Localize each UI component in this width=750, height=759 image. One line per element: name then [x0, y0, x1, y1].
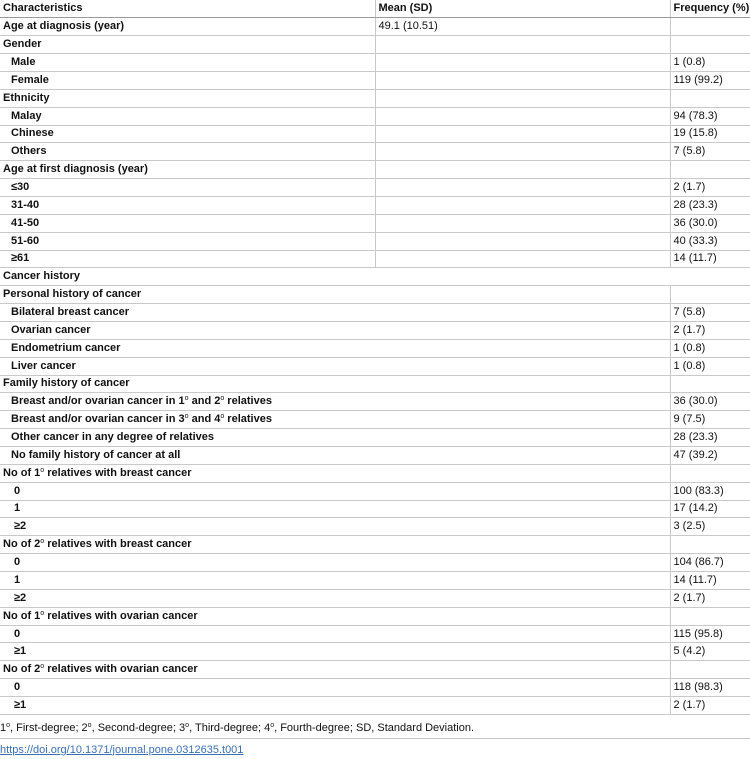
label-text: relatives — [224, 395, 272, 408]
table-row — [0, 697, 750, 715]
row-label: ≥2 — [0, 589, 670, 607]
row-label: Ovarian cancer — [0, 321, 670, 339]
row-label: Age at diagnosis (year) — [0, 18, 375, 36]
table-row — [0, 536, 750, 554]
frequency-cell — [670, 286, 750, 304]
frequency-cell: 118 (98.3) — [670, 679, 750, 697]
frequency-cell: 7 (5.8) — [670, 304, 750, 322]
row-label: ≥61 — [0, 250, 375, 268]
frequency-cell — [670, 464, 750, 482]
table-header-row — [0, 0, 750, 18]
table-row — [0, 375, 750, 393]
mean-cell — [375, 36, 670, 54]
row-label — [0, 393, 670, 411]
mean-cell — [375, 196, 670, 214]
row-label: 51-60 — [0, 232, 375, 250]
degree-superscript: o — [6, 721, 11, 729]
label-text: No of 2 — [3, 663, 41, 676]
frequency-cell: 2 (1.7) — [670, 589, 750, 607]
table-row — [0, 143, 750, 161]
degree-superscript: o — [184, 413, 189, 421]
table-row — [0, 250, 750, 268]
header-mean: Mean (SD) — [375, 0, 670, 18]
label-text: , Second-degree; 3 — [91, 721, 186, 734]
table-row — [0, 500, 750, 518]
table-row — [0, 179, 750, 197]
frequency-cell: 1 (0.8) — [670, 357, 750, 375]
table-row — [0, 357, 750, 375]
row-label: Others — [0, 143, 375, 161]
frequency-cell: 14 (11.7) — [670, 250, 750, 268]
label-text: relatives with breast cancer — [44, 538, 192, 551]
table-row — [0, 446, 750, 464]
frequency-cell: 104 (86.7) — [670, 554, 750, 572]
mean-cell — [375, 232, 670, 250]
frequency-cell: 28 (23.3) — [670, 429, 750, 447]
table-row — [0, 89, 750, 107]
table-row — [0, 625, 750, 643]
label-text: Breast and/or ovarian cancer in 1 — [11, 395, 185, 408]
table-row — [0, 554, 750, 572]
mean-cell: 49.1 (10.51) — [375, 18, 670, 36]
label-text: relatives with ovarian cancer — [44, 663, 198, 676]
table-row — [0, 321, 750, 339]
mean-cell — [375, 250, 670, 268]
label-text: 1 — [0, 721, 7, 734]
frequency-cell: 40 (33.3) — [670, 232, 750, 250]
table-row — [0, 572, 750, 590]
row-label: 0 — [0, 482, 670, 500]
table-row — [0, 196, 750, 214]
mean-cell — [375, 89, 670, 107]
row-label: ≥1 — [0, 643, 670, 661]
row-label: Age at first diagnosis (year) — [0, 161, 375, 179]
frequency-cell: 3 (2.5) — [670, 518, 750, 536]
row-label: 0 — [0, 679, 670, 697]
table-row — [0, 214, 750, 232]
mean-cell — [375, 179, 670, 197]
row-label: ≥2 — [0, 518, 670, 536]
row-label: 0 — [0, 554, 670, 572]
table-row — [0, 589, 750, 607]
table-row — [0, 304, 750, 322]
label-text: relatives — [224, 413, 272, 426]
row-label: Bilateral breast cancer — [0, 304, 670, 322]
row-label: 1 — [0, 572, 670, 590]
row-label — [0, 464, 670, 482]
degree-superscript: o — [40, 466, 45, 474]
degree-superscript: o — [220, 413, 225, 421]
table-row — [0, 429, 750, 447]
mean-cell — [375, 143, 670, 161]
table-row — [0, 268, 750, 286]
degree-superscript: o — [185, 721, 190, 729]
degree-superscript: o — [184, 395, 189, 403]
table-row — [0, 482, 750, 500]
label-text: Breast and/or ovarian cancer in 3 — [11, 413, 185, 426]
frequency-cell — [670, 375, 750, 393]
table-row — [0, 411, 750, 429]
frequency-cell — [670, 161, 750, 179]
mean-cell — [375, 125, 670, 143]
row-label: 31-40 — [0, 196, 375, 214]
mean-cell — [375, 214, 670, 232]
label-text: , Third-degree; 4 — [189, 721, 271, 734]
frequency-cell: 100 (83.3) — [670, 482, 750, 500]
frequency-cell: 17 (14.2) — [670, 500, 750, 518]
label-text: No of 1 — [3, 466, 41, 479]
row-label: 0 — [0, 625, 670, 643]
table-row — [0, 161, 750, 179]
row-label: Chinese — [0, 125, 375, 143]
degree-superscript: o — [87, 721, 92, 729]
row-label: ≤30 — [0, 179, 375, 197]
table-row — [0, 36, 750, 54]
frequency-cell: 36 (30.0) — [670, 214, 750, 232]
table-row — [0, 71, 750, 89]
table-row — [0, 125, 750, 143]
table-footnote — [0, 715, 750, 739]
frequency-cell: 1 (0.8) — [670, 54, 750, 72]
header-characteristics: Characteristics — [0, 0, 375, 18]
frequency-cell: 7 (5.8) — [670, 143, 750, 161]
table-row — [0, 339, 750, 357]
row-label: Other cancer in any degree of relatives — [0, 429, 670, 447]
degree-superscript: o — [40, 538, 45, 546]
table-row — [0, 518, 750, 536]
row-label: Endometrium cancer — [0, 339, 670, 357]
mean-cell — [375, 107, 670, 125]
frequency-cell — [670, 607, 750, 625]
table-body — [0, 18, 750, 715]
row-label: Male — [0, 54, 375, 72]
header-frequency: Frequency (%) — [670, 0, 750, 18]
frequency-cell — [670, 89, 750, 107]
table-row — [0, 607, 750, 625]
table-row — [0, 107, 750, 125]
label-text: No of 2 — [3, 538, 41, 551]
frequency-cell: 19 (15.8) — [670, 125, 750, 143]
frequency-cell: 2 (1.7) — [670, 179, 750, 197]
row-label: Gender — [0, 36, 375, 54]
frequency-cell — [670, 18, 750, 36]
label-text: relatives with ovarian cancer — [44, 609, 198, 622]
label-text: , First-degree; 2 — [10, 721, 88, 734]
frequency-cell: 14 (11.7) — [670, 572, 750, 590]
label-text: and 2 — [188, 395, 221, 408]
row-label: Malay — [0, 107, 375, 125]
frequency-cell: 115 (95.8) — [670, 625, 750, 643]
doi-link[interactable]: https://doi.org/10.1371/journal.pone.0312635.t001 — [0, 743, 244, 756]
row-label — [0, 607, 670, 625]
row-label: Female — [0, 71, 375, 89]
frequency-cell: 36 (30.0) — [670, 393, 750, 411]
frequency-cell: 1 (0.8) — [670, 339, 750, 357]
row-label: 41-50 — [0, 214, 375, 232]
mean-cell — [375, 54, 670, 72]
frequency-cell: 119 (99.2) — [670, 71, 750, 89]
frequency-cell: 9 (7.5) — [670, 411, 750, 429]
frequency-cell — [670, 661, 750, 679]
frequency-cell: 94 (78.3) — [670, 107, 750, 125]
degree-superscript: o — [270, 721, 275, 729]
mean-cell — [375, 161, 670, 179]
label-text: and 4 — [188, 413, 221, 426]
table-row — [0, 393, 750, 411]
table-row — [0, 54, 750, 72]
table-row — [0, 286, 750, 304]
frequency-cell: 2 (1.7) — [670, 321, 750, 339]
degree-superscript: o — [40, 609, 45, 617]
table-row — [0, 464, 750, 482]
table-row — [0, 661, 750, 679]
row-label: No family history of cancer at all — [0, 446, 670, 464]
row-label: Family history of cancer — [0, 375, 670, 393]
degree-superscript: o — [40, 663, 45, 671]
row-label: Ethnicity — [0, 89, 375, 107]
row-label: 1 — [0, 500, 670, 518]
table-row — [0, 232, 750, 250]
frequency-cell — [670, 36, 750, 54]
row-label: Liver cancer — [0, 357, 670, 375]
frequency-cell — [670, 536, 750, 554]
row-label: Personal history of cancer — [0, 286, 670, 304]
label-text: relatives with breast cancer — [44, 466, 192, 479]
table-row — [0, 18, 750, 36]
label-text: , Fourth-degree; SD, Standard Deviation. — [274, 721, 475, 734]
row-label: ≥1 — [0, 697, 670, 715]
row-label: Cancer history — [0, 268, 750, 286]
frequency-cell: 28 (23.3) — [670, 196, 750, 214]
label-text: No of 1 — [3, 609, 41, 622]
table-row — [0, 679, 750, 697]
frequency-cell: 47 (39.2) — [670, 446, 750, 464]
mean-cell — [375, 71, 670, 89]
frequency-cell: 2 (1.7) — [670, 697, 750, 715]
row-label — [0, 661, 670, 679]
row-label — [0, 536, 670, 554]
frequency-cell: 5 (4.2) — [670, 643, 750, 661]
degree-superscript: o — [220, 395, 225, 403]
table-row — [0, 643, 750, 661]
row-label — [0, 411, 670, 429]
